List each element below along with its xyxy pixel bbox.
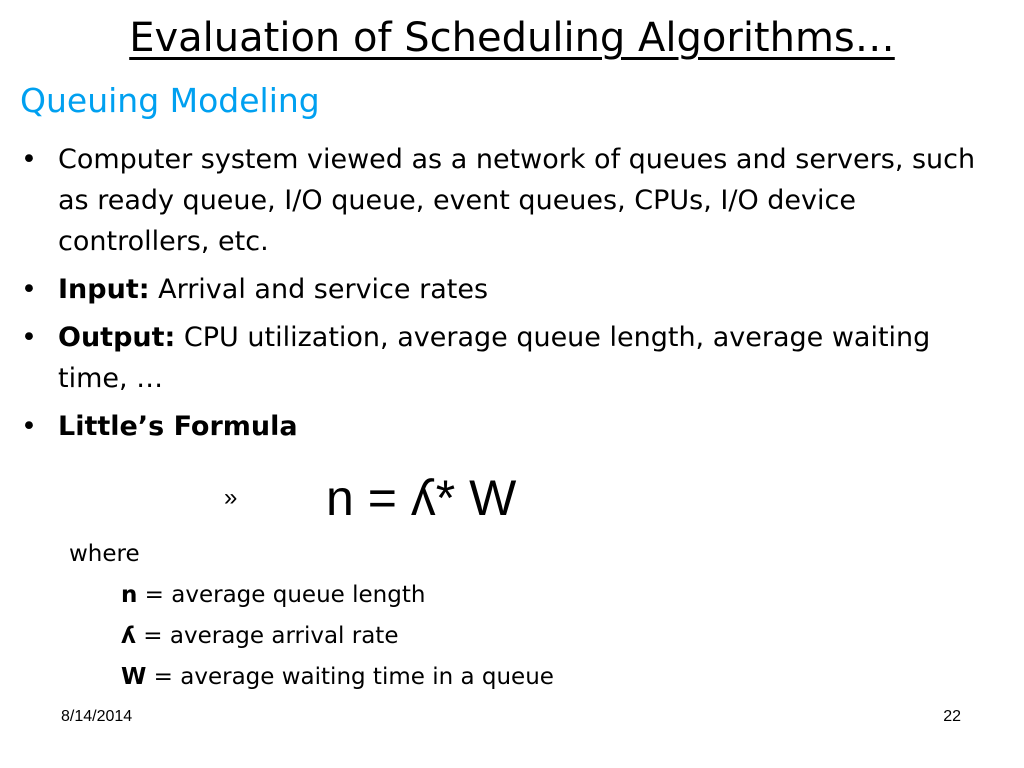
- definition-w: [121, 660, 554, 694]
- bullet-item: [18, 406, 978, 447]
- definition-n: [121, 578, 425, 612]
- bullet-bold-label: Input:: [58, 274, 150, 305]
- bullet-text: Arrival and service rates: [149, 274, 489, 305]
- bullet-marker: •: [21, 411, 37, 442]
- bullet-text: CPU utilization, average queue length, average waiting time, …: [58, 322, 931, 394]
- definition-lambda: [121, 619, 398, 653]
- slide-title-text: Evaluation of Scheduling Algorithms…: [129, 15, 895, 61]
- definition-symbol: n: [121, 582, 138, 608]
- bullet-list: [18, 139, 978, 454]
- definition-symbol: ʎ: [121, 623, 136, 649]
- slide-title: [0, 12, 1024, 64]
- bullet-bold-label: Little’s Formula: [58, 411, 298, 442]
- formula-row: [0, 466, 1024, 536]
- bullet-text: Computer system viewed as a network of queues and servers, such as ready queue, I/O queue, event queues, CPUs, I/O device controllers, etc.: [58, 144, 976, 257]
- slide-subtitle: Queuing Modeling: [20, 81, 320, 120]
- littles-formula: n = ʎ* W: [326, 470, 517, 526]
- definition-text: = average waiting time in a queue: [146, 664, 554, 690]
- footer-date: 8/14/2014: [61, 708, 133, 725]
- formula-marker: »: [224, 484, 238, 511]
- definition-text: = average arrival rate: [136, 623, 399, 649]
- where-label: where: [69, 541, 140, 567]
- definition-symbol: W: [121, 664, 147, 690]
- definition-text: = average queue length: [137, 582, 426, 608]
- bullet-marker: •: [21, 274, 37, 305]
- bullet-item: [18, 269, 978, 310]
- bullet-marker: •: [21, 144, 37, 175]
- bullet-item: [18, 317, 978, 399]
- footer-page-number: 22: [943, 708, 961, 725]
- bullet-item: [18, 139, 978, 262]
- bullet-marker: •: [21, 322, 37, 353]
- bullet-bold-label: Output:: [58, 322, 176, 353]
